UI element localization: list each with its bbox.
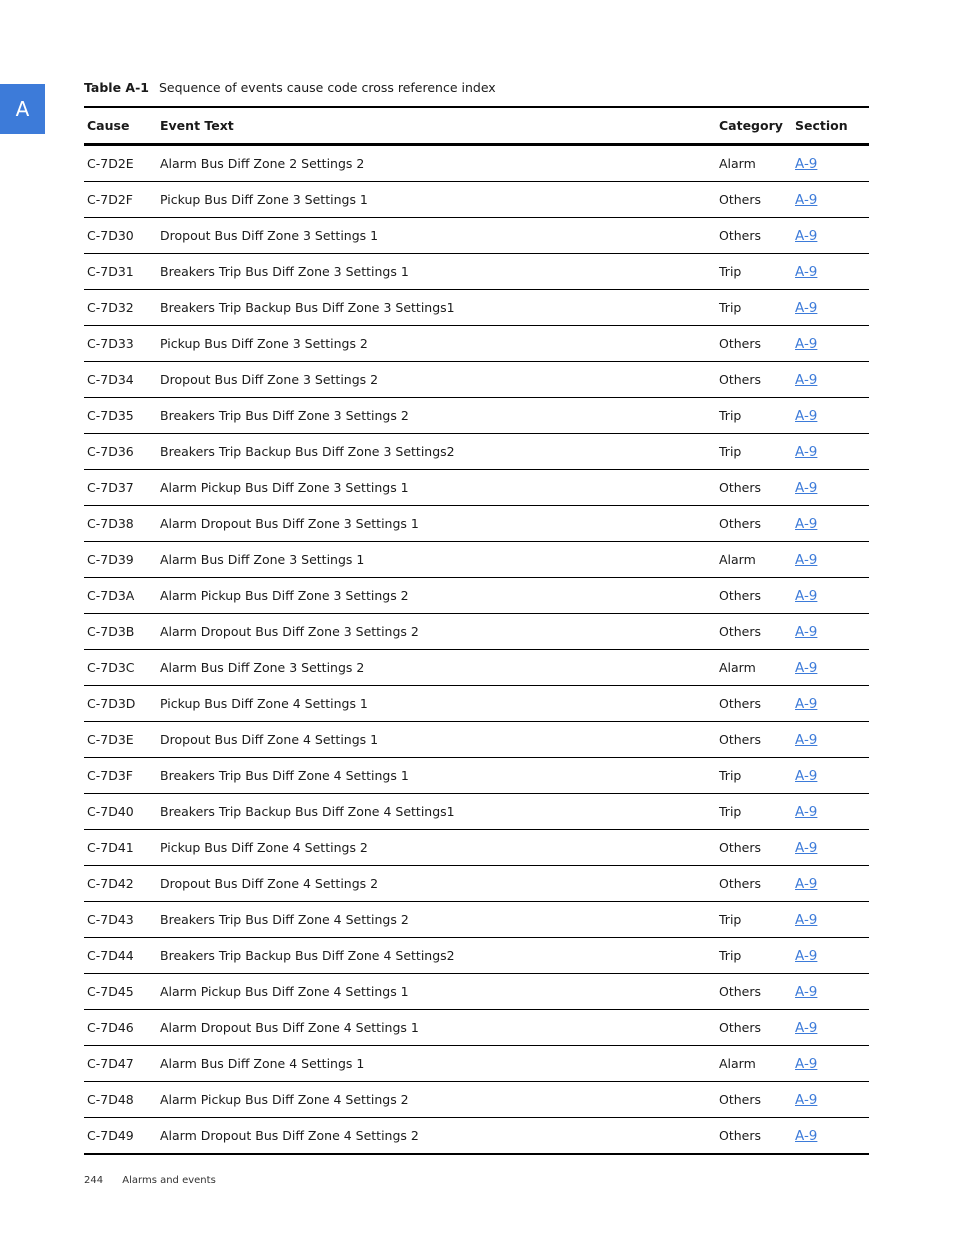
event-text-cell: Alarm Dropout Bus Diff Zone 4 Settings 2 [160,1128,419,1143]
section-cell [795,624,869,640]
table-row [84,1117,869,1153]
category-cell: Others [719,840,762,855]
event-text-cell: Pickup Bus Diff Zone 3 Settings 2 [160,336,368,351]
table-caption-label: Table A-1 [84,80,149,95]
section-link[interactable]: A-9 [795,1127,818,1144]
table-row [84,289,869,325]
section-cell [795,912,869,928]
category-cell: Alarm [719,660,756,675]
section-cell [795,876,869,892]
section-cell [795,696,869,712]
category-cell: Others [719,516,762,531]
section-link[interactable]: A-9 [795,155,818,172]
category-cell: Others [719,732,762,747]
cause-cell: C-7D49 [87,1128,134,1143]
cause-cell: C-7D46 [87,1020,134,1035]
event-text-cell: Dropout Bus Diff Zone 3 Settings 2 [160,372,379,387]
cause-cell: C-7D32 [87,300,134,315]
table-row [84,829,869,865]
table-row [84,217,869,253]
section-link[interactable]: A-9 [795,659,818,676]
section-link[interactable]: A-9 [795,407,818,424]
table-row [84,145,869,181]
cause-cell: C-7D2E [87,156,134,171]
event-text-cell: Pickup Bus Diff Zone 4 Settings 2 [160,840,368,855]
table-row [84,685,869,721]
header-section: Section [795,118,848,133]
section-cell [795,300,869,316]
category-cell: Trip [719,768,742,783]
table-row [84,1081,869,1117]
cause-cell: C-7D47 [87,1056,134,1071]
table-row [84,721,869,757]
section-link[interactable]: A-9 [795,191,818,208]
cause-cell: C-7D34 [87,372,134,387]
section-link[interactable]: A-9 [795,875,818,892]
event-text-cell: Alarm Bus Diff Zone 3 Settings 1 [160,552,365,567]
category-cell: Others [719,1092,762,1107]
event-text-cell: Breakers Trip Bus Diff Zone 4 Settings 2 [160,912,409,927]
category-cell: Others [719,1128,762,1143]
table-row [84,649,869,685]
cause-cell: C-7D37 [87,480,134,495]
cause-cell: C-7D36 [87,444,134,459]
event-text-cell: Breakers Trip Bus Diff Zone 3 Settings 2 [160,408,409,423]
section-cell [795,336,869,352]
section-cell [795,1056,869,1072]
table-row [84,901,869,937]
section-link[interactable]: A-9 [795,839,818,856]
section-link[interactable]: A-9 [795,587,818,604]
section-link[interactable]: A-9 [795,227,818,244]
category-cell: Others [719,876,762,891]
section-cell [795,552,869,568]
event-text-cell: Alarm Dropout Bus Diff Zone 3 Settings 2 [160,624,419,639]
cause-cell: C-7D3E [87,732,134,747]
category-cell: Others [719,228,762,243]
section-cell [795,408,869,424]
category-cell: Trip [719,912,742,927]
section-cell [795,732,869,748]
header-category: Category [719,118,783,133]
cause-cell: C-7D44 [87,948,134,963]
header-event-text: Event Text [160,118,234,133]
event-text-cell: Breakers Trip Backup Bus Diff Zone 3 Settings1 [160,300,455,315]
table-caption [84,80,496,95]
cause-cell: C-7D3F [87,768,133,783]
chapter-tab [0,84,45,134]
section-link[interactable]: A-9 [795,515,818,532]
section-cell [795,660,869,676]
cause-cell: C-7D48 [87,1092,134,1107]
section-cell [795,372,869,388]
table-row [84,469,869,505]
chapter-tab-letter: A [15,97,30,121]
table-header-row [84,108,869,145]
table-row [84,541,869,577]
section-cell [795,516,869,532]
table-row [84,505,869,541]
event-text-cell: Breakers Trip Backup Bus Diff Zone 3 Settings2 [160,444,455,459]
category-cell: Others [719,192,762,207]
section-link[interactable]: A-9 [795,335,818,352]
section-cell [795,1020,869,1036]
event-text-cell: Breakers Trip Backup Bus Diff Zone 4 Settings2 [160,948,455,963]
event-text-cell: Alarm Bus Diff Zone 4 Settings 1 [160,1056,365,1071]
section-link[interactable]: A-9 [795,623,818,640]
section-cell [795,840,869,856]
category-cell: Others [719,984,762,999]
event-text-cell: Alarm Pickup Bus Diff Zone 4 Settings 2 [160,1092,409,1107]
cause-cell: C-7D42 [87,876,134,891]
event-text-cell: Dropout Bus Diff Zone 4 Settings 2 [160,876,379,891]
table-body [84,145,869,1153]
section-link[interactable]: A-9 [795,695,818,712]
section-link[interactable]: A-9 [795,371,818,388]
table-row [84,613,869,649]
event-text-cell: Breakers Trip Bus Diff Zone 4 Settings 1 [160,768,409,783]
section-link[interactable]: A-9 [795,731,818,748]
table-row [84,1009,869,1045]
event-text-cell: Breakers Trip Bus Diff Zone 3 Settings 1 [160,264,409,279]
category-cell: Alarm [719,1056,756,1071]
section-cell [795,444,869,460]
event-text-cell: Alarm Bus Diff Zone 2 Settings 2 [160,156,365,171]
section-cell [795,480,869,496]
section-cell [795,1128,869,1144]
section-link[interactable]: A-9 [795,803,818,820]
section-link[interactable]: A-9 [795,1019,818,1036]
category-cell: Alarm [719,552,756,567]
table-row [84,757,869,793]
category-cell: Trip [719,408,742,423]
category-cell: Others [719,1020,762,1035]
page-number: 244 [84,1175,104,1186]
cause-cell: C-7D3B [87,624,135,639]
section-cell [795,156,869,172]
section-cell [795,948,869,964]
cause-cell: C-7D45 [87,984,134,999]
table-row [84,973,869,1009]
table-row [84,865,869,901]
section-link[interactable]: A-9 [795,1091,818,1108]
event-text-cell: Alarm Dropout Bus Diff Zone 3 Settings 1 [160,516,419,531]
section-link[interactable]: A-9 [795,479,818,496]
event-text-cell: Pickup Bus Diff Zone 4 Settings 1 [160,696,368,711]
table-row [84,793,869,829]
table-row [84,361,869,397]
category-cell: Trip [719,300,742,315]
cause-cell: C-7D33 [87,336,134,351]
table-row [84,181,869,217]
event-text-cell: Dropout Bus Diff Zone 4 Settings 1 [160,732,379,747]
category-cell: Others [719,588,762,603]
cause-code-table [84,106,869,1155]
category-cell: Others [719,480,762,495]
table-row [84,433,869,469]
cause-cell: C-7D41 [87,840,134,855]
category-cell: Alarm [719,156,756,171]
cause-cell: C-7D40 [87,804,134,819]
cause-cell: C-7D38 [87,516,134,531]
section-link[interactable]: A-9 [795,911,818,928]
cause-cell: C-7D3D [87,696,136,711]
table-row [84,253,869,289]
category-cell: Trip [719,948,742,963]
cause-cell: C-7D2F [87,192,133,207]
section-cell [795,768,869,784]
category-cell: Others [719,372,762,387]
table-row [84,325,869,361]
cause-cell: C-7D31 [87,264,134,279]
table-row [84,1045,869,1081]
section-cell [795,804,869,820]
section-link[interactable]: A-9 [795,299,818,316]
category-cell: Trip [719,444,742,459]
section-cell [795,264,869,280]
event-text-cell: Alarm Pickup Bus Diff Zone 3 Settings 1 [160,480,409,495]
cause-cell: C-7D30 [87,228,134,243]
category-cell: Others [719,696,762,711]
section-link[interactable]: A-9 [795,443,818,460]
event-text-cell: Alarm Bus Diff Zone 3 Settings 2 [160,660,365,675]
table-row [84,397,869,433]
event-text-cell: Breakers Trip Backup Bus Diff Zone 4 Settings1 [160,804,455,819]
event-text-cell: Alarm Pickup Bus Diff Zone 3 Settings 2 [160,588,409,603]
section-link[interactable]: A-9 [795,767,818,784]
section-cell [795,1092,869,1108]
cause-cell: C-7D39 [87,552,134,567]
table-row [84,937,869,973]
section-link[interactable]: A-9 [795,947,818,964]
section-cell [795,588,869,604]
section-link[interactable]: A-9 [795,1055,818,1072]
cause-cell: C-7D43 [87,912,134,927]
event-text-cell: Pickup Bus Diff Zone 3 Settings 1 [160,192,368,207]
section-link[interactable]: A-9 [795,263,818,280]
section-cell [795,984,869,1000]
page-footer [84,1175,216,1186]
event-text-cell: Alarm Dropout Bus Diff Zone 4 Settings 1 [160,1020,419,1035]
event-text-cell: Alarm Pickup Bus Diff Zone 4 Settings 1 [160,984,409,999]
cause-cell: C-7D3A [87,588,135,603]
section-link[interactable]: A-9 [795,983,818,1000]
section-cell [795,192,869,208]
header-cause: Cause [87,118,130,133]
cause-cell: C-7D3C [87,660,135,675]
category-cell: Others [719,624,762,639]
category-cell: Trip [719,264,742,279]
table-row [84,577,869,613]
cause-cell: C-7D35 [87,408,134,423]
footer-section-title: Alarms and events [122,1175,216,1186]
section-link[interactable]: A-9 [795,551,818,568]
event-text-cell: Dropout Bus Diff Zone 3 Settings 1 [160,228,379,243]
category-cell: Trip [719,804,742,819]
section-cell [795,228,869,244]
category-cell: Others [719,336,762,351]
table-caption-text: Sequence of events cause code cross reference index [158,80,496,95]
